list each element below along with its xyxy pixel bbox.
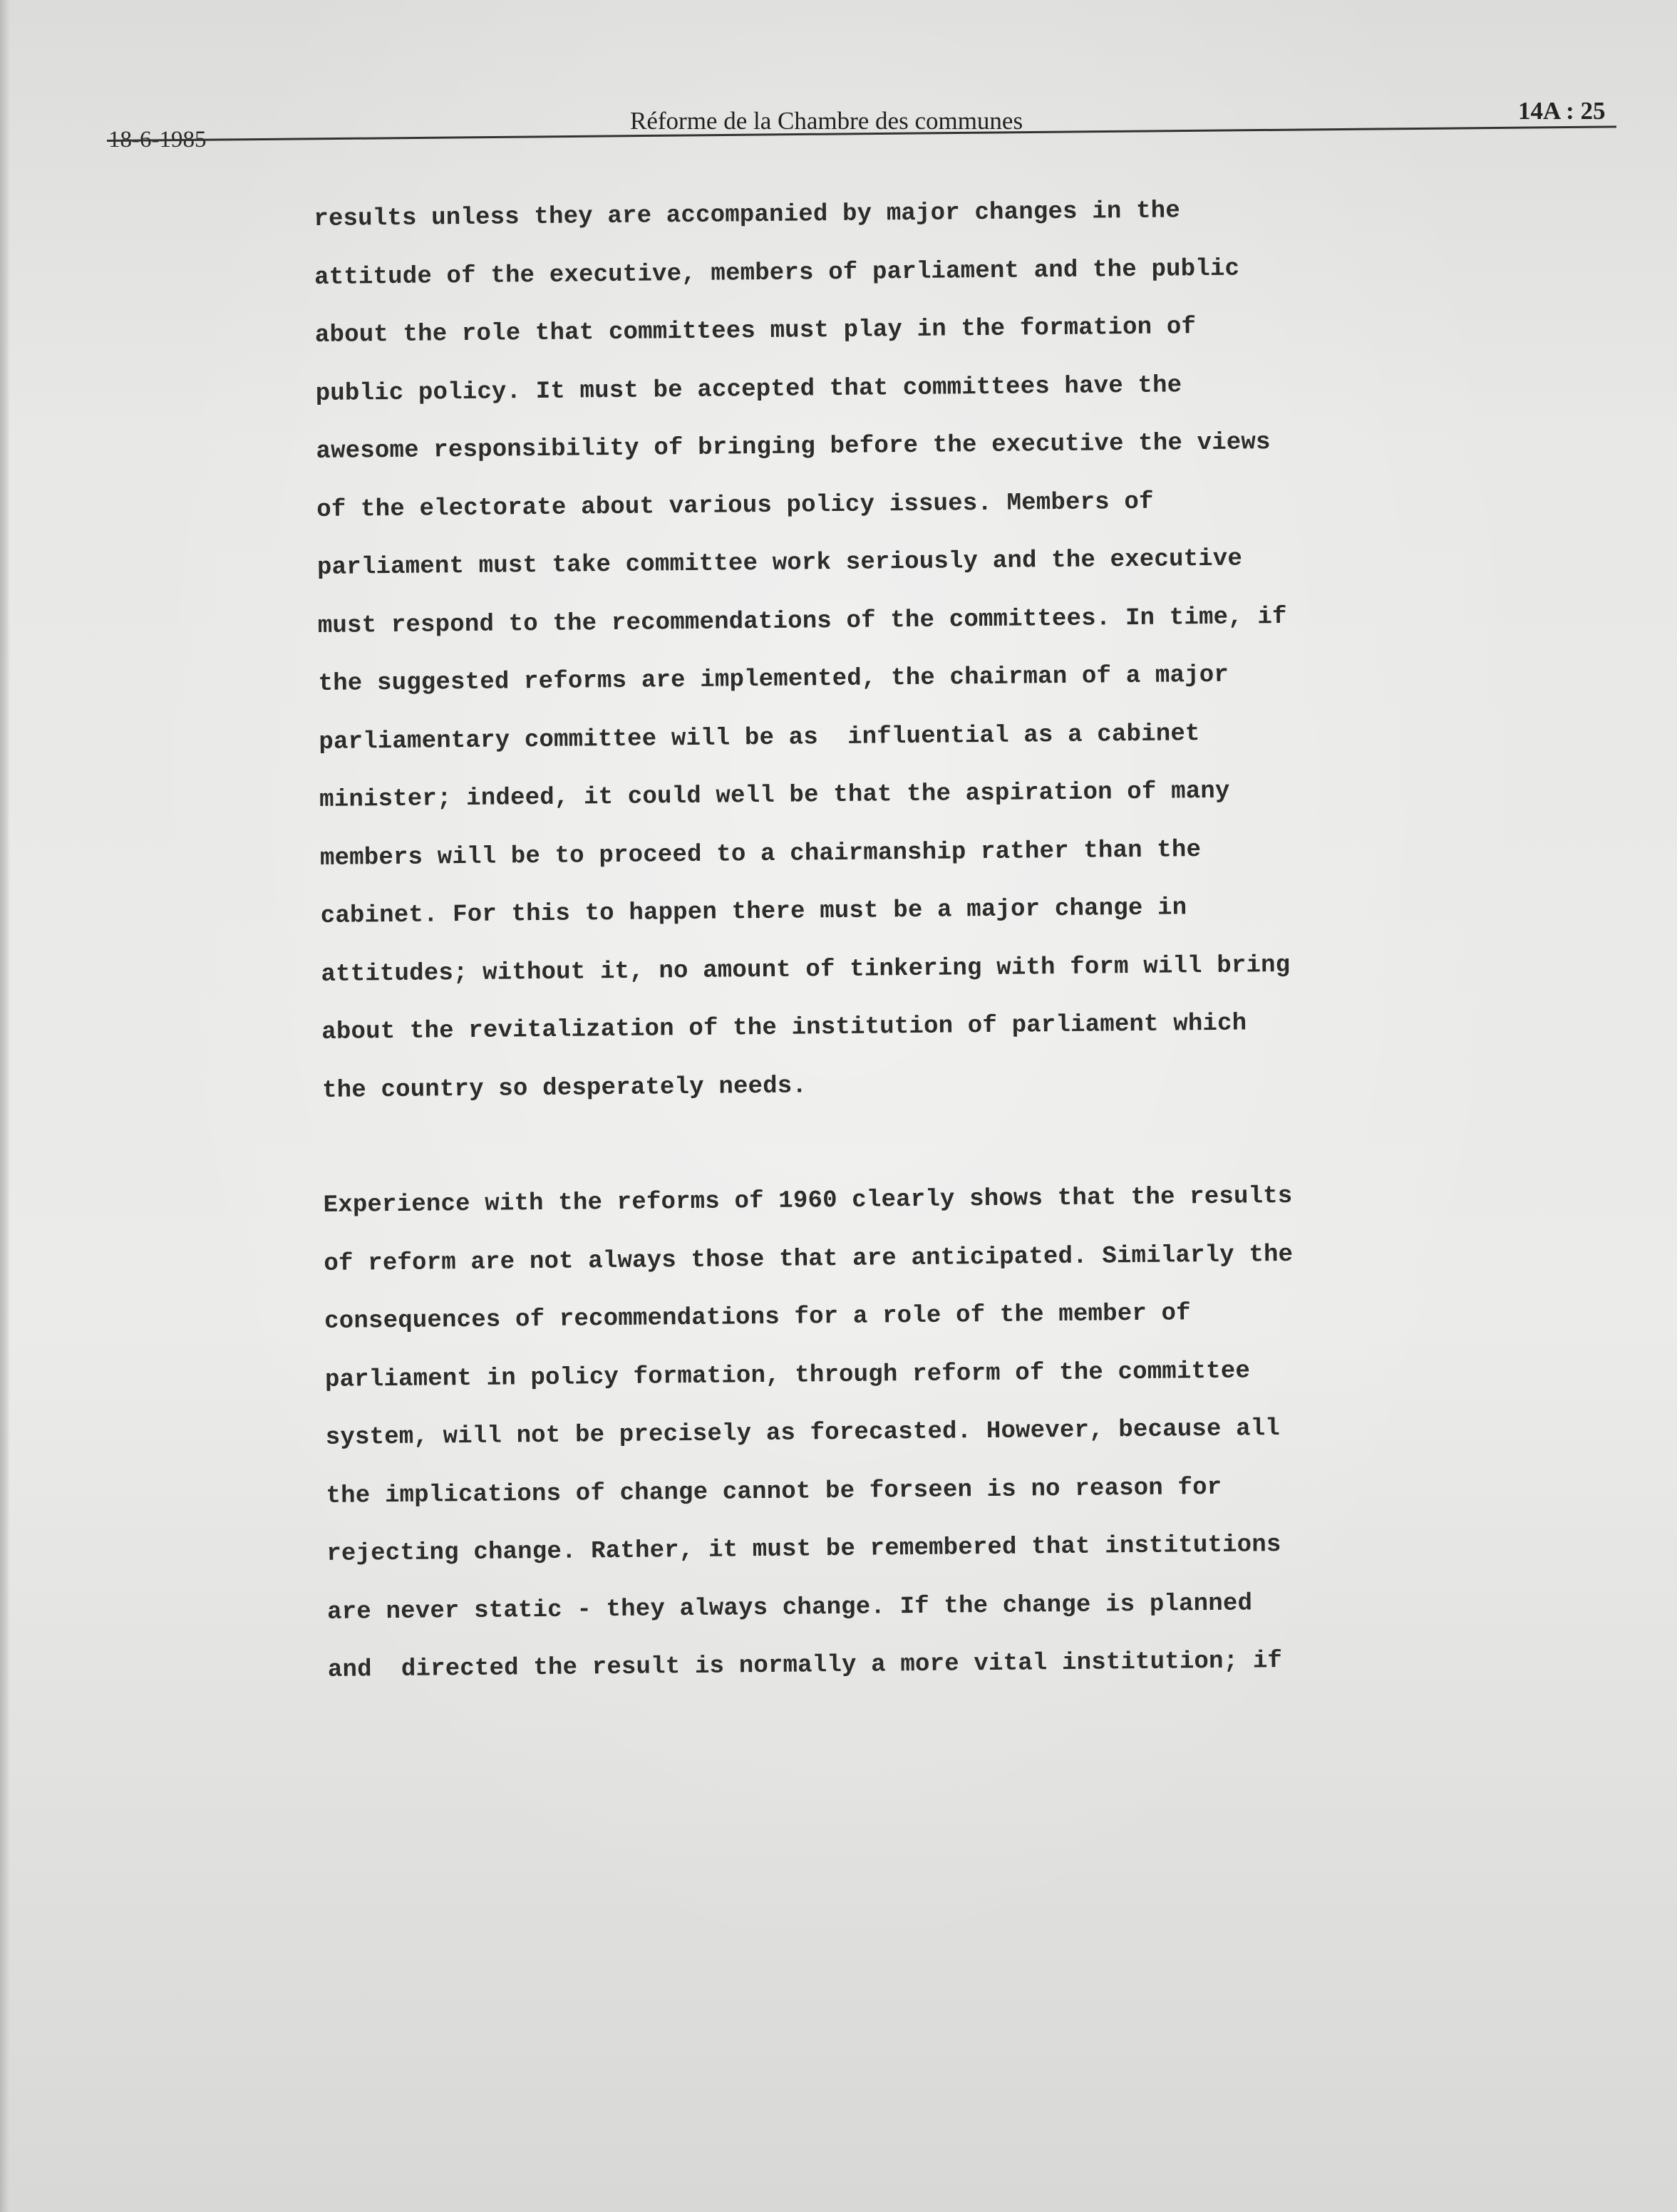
text-line: results unless they are accompanied by major changes in the [314,197,1181,233]
text-line: the country so desperately needs. [321,1072,807,1105]
text-line: minister; indeed, it could well be that the aspiration of many [319,777,1230,814]
text-line: the implications of change cannot be forseen is no reason for [326,1474,1222,1510]
text-line: the suggested reforms are implemented, the chairman of a major [318,661,1229,698]
paragraph-1 [314,180,1519,1120]
text-line: must respond to the recommendations of the committees. In time, if [317,603,1287,640]
paragraph-2 [323,1166,1525,1700]
body-text [314,180,1525,1700]
text-line: parliament in policy formation, through reform of the committee [324,1357,1251,1394]
text-line: cabinet. For this to happen there must be a major change in [320,894,1187,930]
text-line: are never static - they always change. If the change is planned [326,1589,1253,1626]
text-line: rejecting change. Rather, it must be remembered that institutions [326,1531,1281,1568]
text-line: attitude of the executive, members of parliament and the public [314,255,1240,291]
text-line: Experience with the reforms of 1960 clearly shows that the results [323,1182,1293,1219]
page-left-edge-shadow [0,0,10,2212]
text-line: awesome responsibility of bringing before the executive the views [316,429,1271,465]
text-line: public policy. It must be accepted that committees have the [315,371,1182,408]
text-line: consequences of recommendations for a role of the member of [324,1300,1191,1335]
text-line: attitudes; without it, no amount of tinkering with form will bring [321,951,1291,988]
text-line: and directed the result is normally a more vital institution; if [327,1648,1283,1684]
text-line: members will be to proceed to a chairmanship rather than the [319,836,1202,872]
header-date: 18-6-1985 [108,127,207,153]
text-line: of the electorate about various policy issues. Members of [316,488,1154,524]
text-line: parliament must take committee work seriously and the executive [316,545,1243,582]
text-line: about the role that committees must play in the formation of [314,314,1197,349]
header-title: Réforme de la Chambre des communes [630,107,1023,135]
text-line: system, will not be precisely as forecasted. However, because all [325,1415,1281,1452]
header-page-number: 14A : 25 [1518,97,1606,125]
text-line: parliamentary committee will be as influential as a cabinet [319,720,1200,756]
text-line: about the revitalization of the institution of parliament which [321,1010,1247,1046]
text-line: of reform are not always those that are anticipated. Similarly the [324,1241,1294,1278]
